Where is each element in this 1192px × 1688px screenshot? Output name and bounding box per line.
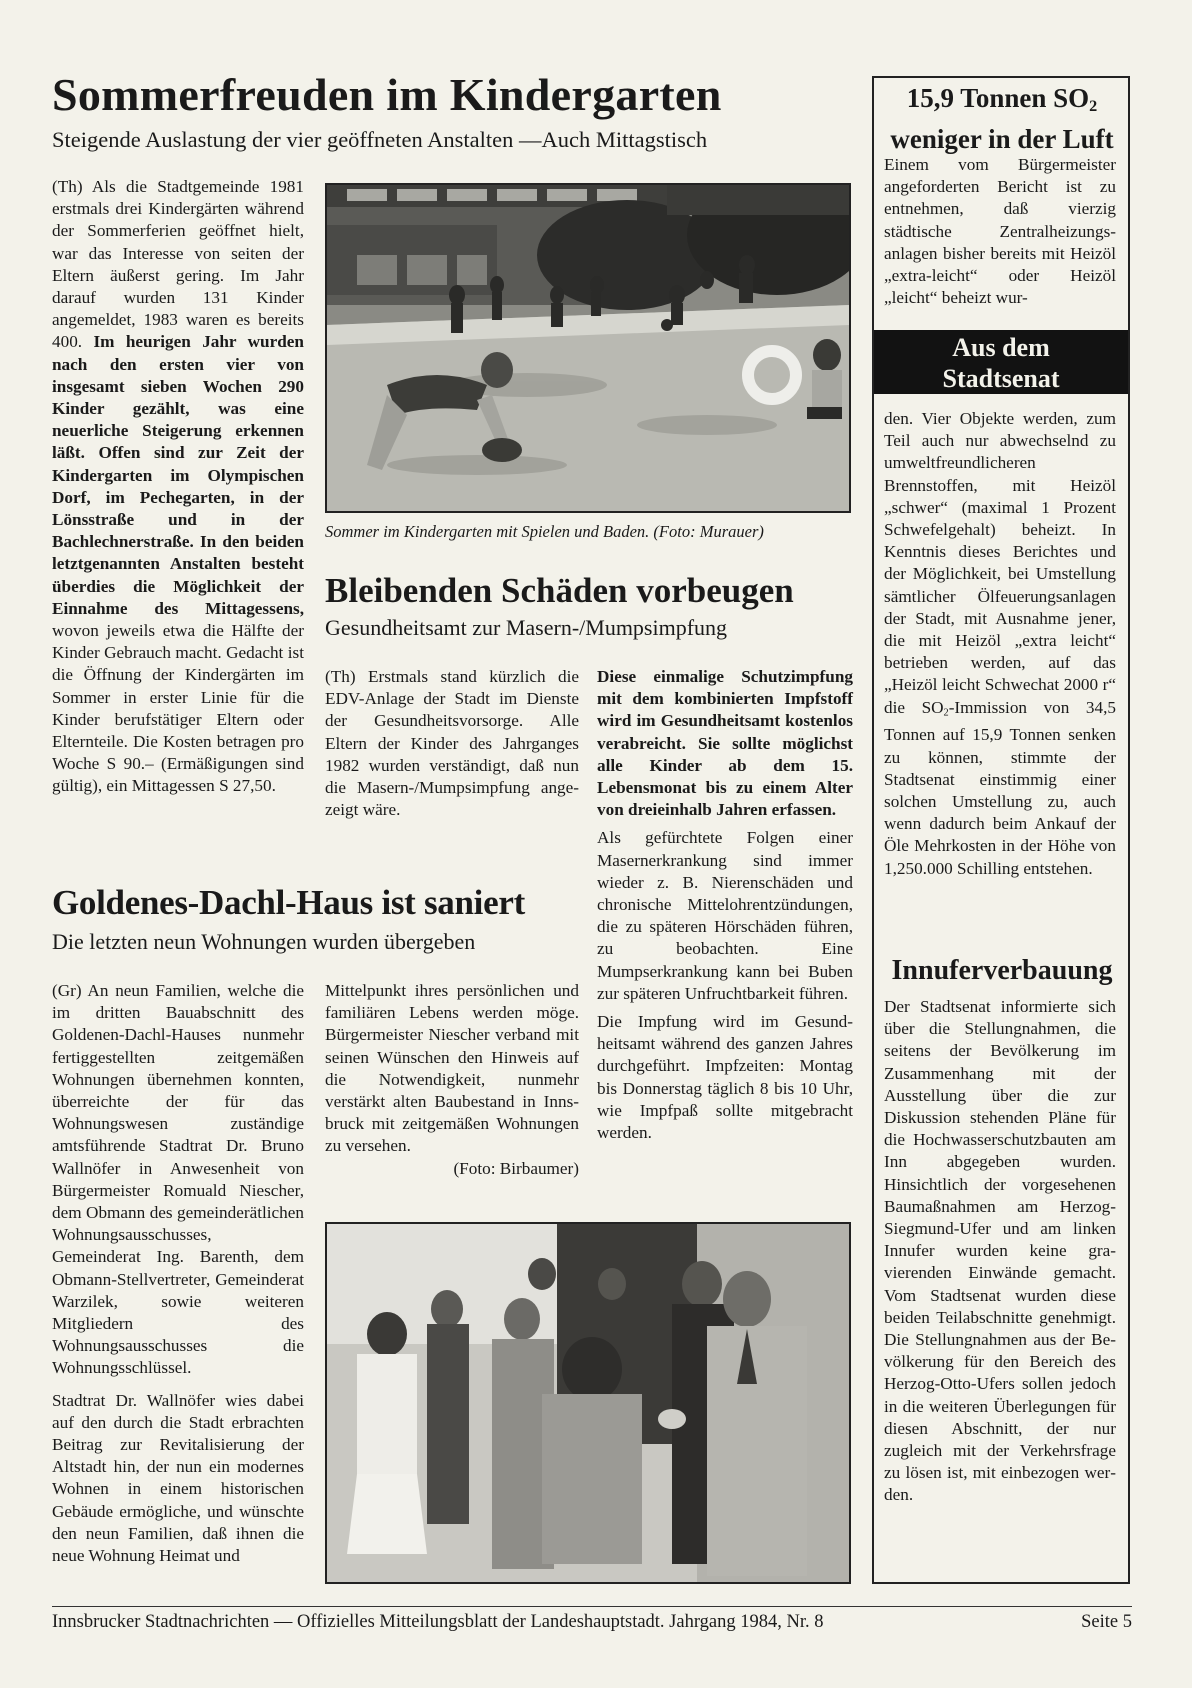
photo-caption-kindergarten: Sommer im Kindergarten mit Spielen und Baden. (Foto: Murauer): [325, 522, 764, 541]
so2-title-subscript: 2: [1089, 97, 1098, 116]
sidebar-headline-innufer: Innuferverbauung: [891, 955, 1113, 986]
banner-line-2: Stadtsenat: [942, 364, 1060, 393]
subheadline-wohnungen: Die letzten neun Wohnungen wurden übergeben: [52, 929, 476, 954]
photo-credit-birbaumer: (Foto: Birbaumer): [453, 1158, 579, 1178]
sidebar-stadtsenat-text: [884, 408, 1116, 880]
page-number: Seite 5: [1081, 1612, 1132, 1632]
headline-schaeden: Bleibenden Schäden vorbeugen: [325, 571, 794, 610]
kindergarten-text-bold: Im heurigen Jahr wurden nach den ersten vier von insgesamt sieben Wochen 290 Kinder gezählt, was eine neuerliche Steigerung erkennen läßt. Offen sind zur Zeit der Kindergarten im Olympischen Dorf, im Pechegarten, in der Lönsstraße und in der Bachlechnerstraße. In den beiden letztgenannten Anstalten besteht überdies die Möglichkeit der Einnahme des Mittagessens,: [52, 332, 304, 618]
article-impfung-col2: [597, 666, 853, 1144]
so2-title-part1: 15,9 Tonnen SO: [906, 83, 1090, 113]
article-kindergarten-body: [52, 176, 304, 798]
stadtsenat-text-b: -Immission von 34,5 Tonnen auf 15,9 Tonnen senken zu können, stimmte der Stadtsenat einstimmig einer solchen Umstellung zu, auch wenn dadurch beim Ankauf der Öle Mehrkosten in der Höhe von 1,250.000 Schilling entstehen.: [884, 697, 1116, 878]
dachl-para-1: (Gr) An neun Familien, welche die im dritten Bauabschnitt des Goldenen-Dachl-Hauses nunmehr fertiggestellten zeitgemäßen Wohnungen übernehmen konnten, überreichte der für das Wohnungswesen zuständige amtsführende Stadtrat Dr. Bruno Wallnöfer in Anwesenheit von Bürgermeister Romuald Niescher, dem Obmann des gemeinderätlichen Wohnungsausschusses, Gemeinderat Ing. Barenth, dem Obmann-Stellvertreter, Gemeinderat Warzilek, sowie weiteren Mitgliedern des Wohnungsausschusses die Wohnungsschlüssel.: [52, 981, 304, 1378]
article-impfung-col1: (Th) Erstmals stand kürzlich die EDV-Anlage der Stadt im Dienste der Gesundheitsvorsorge. Alle Eltern der Kinder des Jahrganges 1982 wurden verständigt, daß nun die Masern-/Mumpsimpfung angezeigt wäre.: [325, 667, 579, 820]
handover-photo-illustration: [327, 1224, 849, 1582]
so2-title-part2: weniger in der Luft: [890, 124, 1114, 155]
photo-kindergarten-pool: [325, 183, 851, 513]
pool-photo-illustration: [327, 185, 849, 511]
headline-sommerfreuden: Sommerfreuden im Kindergarten: [52, 69, 722, 120]
footer-publication: Innsbrucker Stadtnachrichten — Offizielles Mitteilungsblatt der Landeshauptstadt. Jahrgang 1984, Nr. 8: [52, 1612, 824, 1632]
sidebar-headline-so2: [884, 82, 1120, 156]
headline-goldenes-dachl: Goldenes-Dachl-Haus ist saniert: [52, 883, 525, 922]
article-dachl-col2: [325, 980, 579, 1180]
banner-line-1: Aus dem: [952, 333, 1050, 362]
article-dachl-col1: [52, 980, 304, 1567]
footer-divider: [52, 1606, 1132, 1607]
stadtsenat-text-sub: 2: [943, 707, 949, 719]
photo-key-handover: [325, 1222, 851, 1584]
dachl-col2-text: Mittelpunkt ihres persönlichen und familiären Lebens werden möge. Bürgermeister Niescher verband mit seinen Wünschen den Hinweis auf die Notwendigkeit, nunmehr verstärkt alten Baubestand in Innsbruck mit zeitgemäßen Wohnungen zu versehen.: [325, 981, 579, 1156]
impfung-bold-para: Diese einmalige Schutzimpfung mit dem kombinierten Impfstoff wird im Gesundheitsamt kostenlos verabreicht. Sie sollte möglichst alle Kinder ab dem 15. Lebensmonat bis zu einem Alter von dreieinhalb Jahren erfassen.: [597, 667, 853, 820]
sidebar-innufer-text: Der Stadtsenat informierte sich über die Stellungnahmen, die seitens der Bevölkerung im Zusammenhang mit der Ausstellung über die zur Diskussion stehenden Pläne für die Hochwasserschutzbauten am Inn abgegeben wurden. Hinsichtlich der vorgesehenen Baumaßnahmen am Herzog-Siegmund-Ufer und am linken Innufer wurden keine gravierenden Einwände gemacht. Vom Stadtsenat wurden diese beiden Teilabschnitte genehmigt. Die Stellungnahmen aus der Bevölkerung für den Bereich des Herzog-Otto-Ufers sollen jedoch in die weiteren Überlegungen für diesen Abschnitt, der nur zugleich mit der Verkehrsfrage zu lösen ist, mit einbezogen werden.: [884, 997, 1116, 1505]
sidebar-so2-text: Einem vom Bürgermeister angeforderten Bericht ist zu entnehmen, daß vierzig städtische Zentralheizungsanlagen bisher bereits mit Heizöl „extra-leicht“ oder Heizöl „leicht“ beheizt wur-: [884, 155, 1116, 308]
subheadline-impfung: Gesundheitsamt zur Masern-/Mumpsimpfung: [325, 615, 728, 640]
kindergarten-text-intro: (Th) Als die Stadtgemeinde 1981 erstmals drei Kindergärten während der Sommerferien geöffnet hielt, war das Interesse von seiten der Eltern äußerst gering. Im Jahr darauf wurden 131 Kinder angemeldet, 1983 waren es bereits 400.: [52, 177, 304, 352]
section-banner-stadtsenat: [874, 330, 1128, 394]
dachl-para-2: Stadtrat Dr. Wallnöfer wies dabei auf den durch die Stadt erbrachten Beitrag zur Revitalisierung der Altstadt hin, der nun ein modernes Wohnen in einem historischen Gebäude ermögliche, und wünschte den neun Familien, daß ihnen die neue Wohnung Heimat und: [52, 1390, 304, 1566]
stadtsenat-text-a: den. Vier Objekte werden, zum Teil auch nur abwechselnd zu umweltfreundlicheren Brennstoffen, mit Heizöl „schwer“ (maximal 1 Prozent Schwefelgehalt) beheizt. In Kenntnis dieses Berichtes und der Möglichkeit, bei Umstellung sämtlicher Ölfeuerungsanlagen der Stadt, mit Ausnahme jener, die mit Heizöl „extra leicht“ betrieben werden, auf das „Heizöl leicht Schwechat 2000 r“ die SO: [884, 409, 1116, 717]
impfung-para-3: Die Impfung wird im Gesundheitsamt während des ganzen Jahres durchgeführt. Impfzeiten: Montag bis Donnerstag täglich 8 bis 10 Uhr, wie Impfpaß sollte mitgebracht werden.: [597, 1012, 853, 1143]
subheadline-sommerfreuden: Steigende Auslastung der vier geöffneten Anstalten —Auch Mittagstisch: [52, 127, 708, 152]
kindergarten-text-end: wovon jeweils etwa die Hälfte der Kinder Gebrauch macht. Gedacht ist die Öffnung der Kindergärten im Sommer in erster Linie für die Kinder berufstätiger Eltern oder Elternteile. Die Kosten betragen pro Woche S 90.– (Ermäßigungen sind gültig), ein Mittagessen S 27,50.: [52, 621, 304, 796]
impfung-para-2: Als gefürchtete Folgen einer Masernerkrankung sind immer wieder z. B. Nierenschäden und chronische Mittelohrentzündungen, die zu späteren Hörschäden führen, zu beobachten. Eine Mumpserkrankung kann bei Buben zur späteren Unfruchtbarkeit führen.: [597, 828, 853, 1003]
